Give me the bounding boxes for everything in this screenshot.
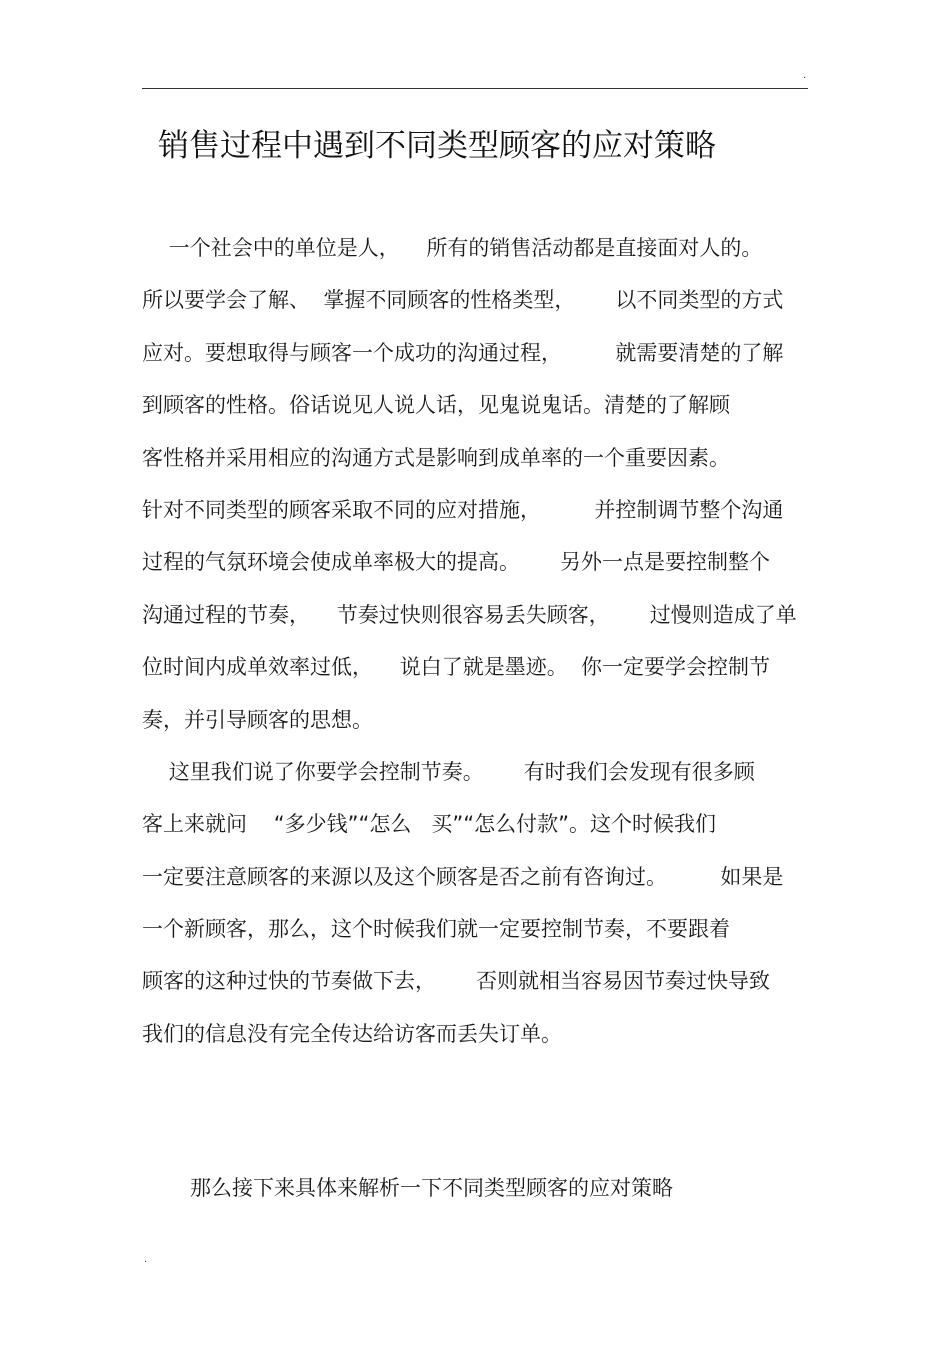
footer-mark: . xyxy=(144,1254,148,1265)
body-line: 到顾客的性格。俗话说见人说人话，见鬼说鬼话。清楚的了解顾 xyxy=(142,393,730,418)
body-line: 一个新顾客，那么，这个时候我们就一定要控制节奏，不要跟着 xyxy=(142,917,730,942)
body-line: 所以要学会了解、 掌握不同顾客的性格类型， 以不同类型的方式 xyxy=(142,288,784,313)
header-rule xyxy=(142,88,808,89)
document-title: 销售过程中遇到不同类型顾客的应对策略 xyxy=(158,128,716,164)
body-line: 这里我们说了你要学会控制节奏。 有时我们会发现有很多顾 xyxy=(142,759,755,784)
body-line: 一定要注意顾客的来源以及这个顾客是否之前有咨询过。 如果是 xyxy=(142,864,784,889)
body-line: 应对。要想取得与顾客一个成功的沟通过程， 就需要清楚的了解 xyxy=(142,340,784,365)
header-mark: . xyxy=(803,70,807,81)
body-text xyxy=(142,226,812,1064)
body-line: 一个社会中的单位是人， 所有的销售活动都是直接面对人的。 xyxy=(142,236,763,260)
body-line: 客上来就问 “多少钱”“怎么 买”“怎么付款”。这个时候我们 xyxy=(142,812,717,837)
body-line: 我们的信息没有完全传达给访客而丢失订单。 xyxy=(142,1021,562,1046)
body-line: 沟通过程的节奏， 节奏过快则很容易丢失顾客， 过慢则造成了单 xyxy=(142,602,797,627)
body-line: 奏，并引导顾客的思想。 xyxy=(142,707,373,732)
body-line: 客性格并采用相应的沟通方式是影响到成单率的一个重要因素。 xyxy=(142,445,730,470)
section-lead-text: 那么接下来具体来解析一下不同类型顾客的应对策略 xyxy=(190,1176,673,1200)
body-line: 针对不同类型的顾客采取不同的应对措施， 并控制调节整个沟通 xyxy=(142,497,784,522)
body-line: 位时间内成单效率过低， 说白了就是墨迹。 你一定要学会控制节 xyxy=(142,655,771,680)
body-line: 顾客的这种过快的节奏做下去， 否则就相当容易因节奏过快导致 xyxy=(142,969,771,994)
body-line: 过程的气氛环境会使成单率极大的提高。 另外一点是要控制整个 xyxy=(142,550,771,575)
